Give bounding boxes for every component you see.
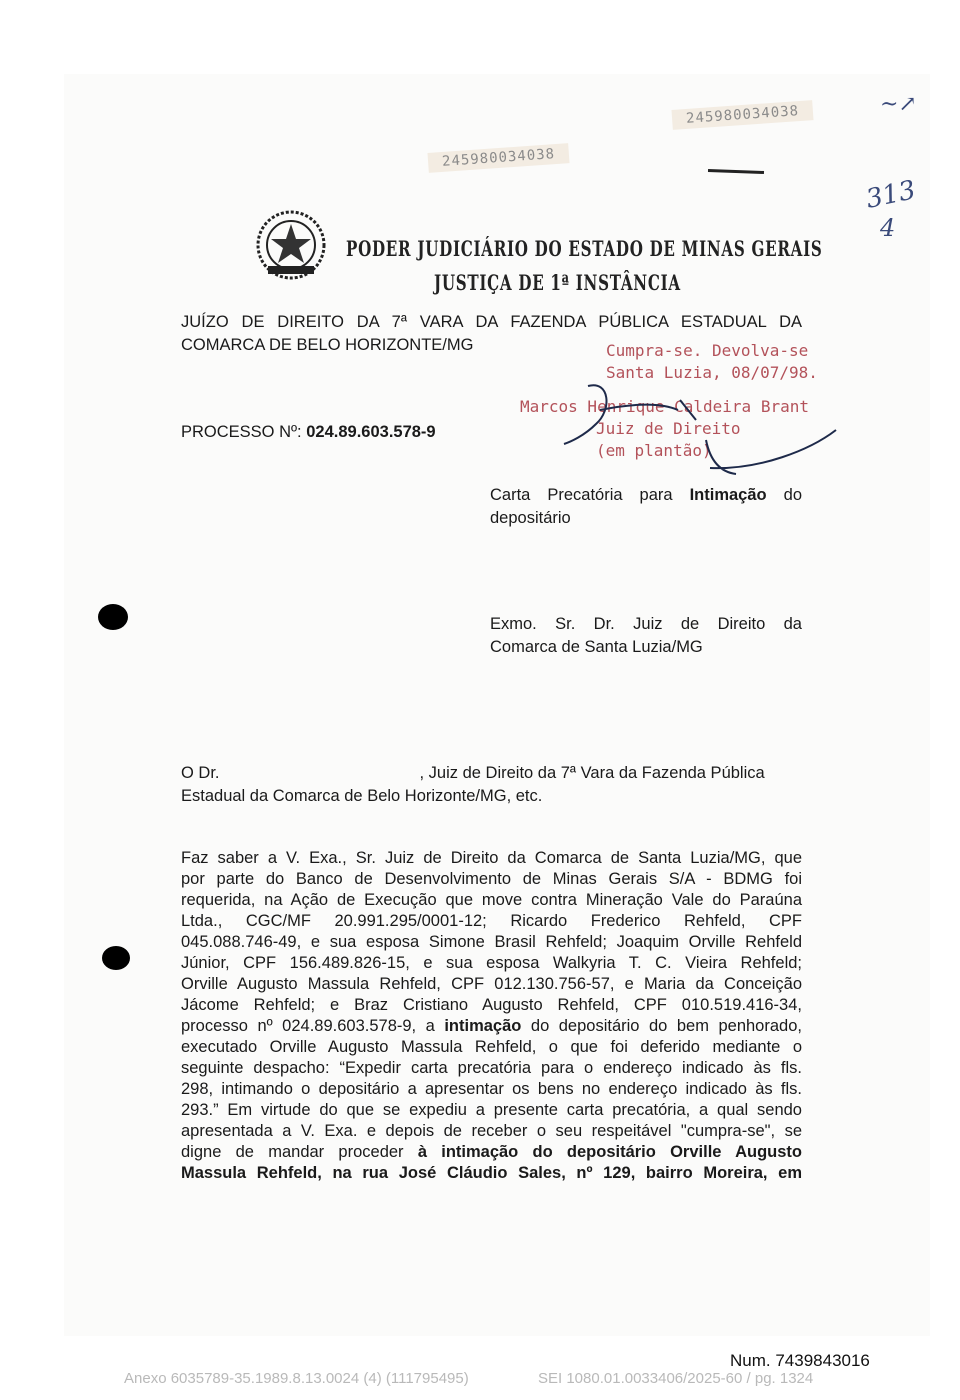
body-line: 293.” Em virtude do que se expediu a presente carta precatória, a qual sendo bbox=[181, 1101, 802, 1119]
handwritten-folio-number: 313 bbox=[863, 175, 919, 215]
body-bold-text: à intimação do depositário Orville Augusto bbox=[417, 1143, 803, 1161]
body-line: executado Orville Augusto Massula Rehfeld, o que foi deferido mediante o bbox=[181, 1038, 802, 1056]
dispatch-line-5: (em plantão) bbox=[596, 441, 712, 460]
body-line: requerida, na Ação de Execução que move contra Mineração Vale do Paraúna bbox=[181, 891, 802, 909]
intro-paragraph bbox=[181, 763, 802, 807]
body-line: Massula Rehfeld, na rua José Cláudio Sales, nº 129, bairro Moreira, em bbox=[181, 1164, 802, 1182]
body-line: Jácome Rehfeld; e Braz Cristiano Augusto Rehfeld, CPF 010.519.416-34, bbox=[181, 996, 802, 1014]
document-number: Num. 7439843016 bbox=[730, 1351, 870, 1370]
recipient-address bbox=[490, 614, 802, 658]
intro-text-a: O Dr. bbox=[181, 764, 220, 782]
handwritten-initials: ~↗ bbox=[880, 92, 917, 117]
subject-line-2: depositário bbox=[490, 509, 571, 527]
body-line: Faz saber a V. Exa., Sr. Juiz de Direito da Comarca de Santa Luzia/MG, que bbox=[181, 849, 802, 867]
body-text: digne de mandar proceder bbox=[181, 1143, 404, 1161]
instance-title: JUSTIÇA DE 1ª INSTÂNCIA bbox=[434, 270, 681, 295]
body-line: Júnior, CPF 156.489.826-15, e sua esposa Walkyria T. C. Vieira Rehfeld; bbox=[181, 954, 802, 972]
body-line bbox=[181, 1016, 802, 1037]
process-number: 024.89.603.578-9 bbox=[306, 423, 436, 441]
body-text: do depositário do bem penhorado, bbox=[530, 1017, 802, 1035]
recipient-line-1: Exmo. Sr. Dr. Juiz de Direito da bbox=[490, 615, 802, 633]
body-line: 045.088.746-49, e sua esposa Simone Brasil Rehfeld; Joaquim Orville Rehfeld bbox=[181, 933, 802, 951]
subject-line-1 bbox=[490, 485, 802, 506]
court-name-line-1: JUÍZO DE DIREITO DA 7ª VARA DA FAZENDA PÚBLICA ESTADUAL DA bbox=[181, 313, 802, 331]
court-name-line-2: COMARCA DE BELO HORIZONTE/MG bbox=[181, 336, 474, 354]
judge-signature bbox=[560, 380, 850, 480]
intro-line-2: Estadual da Comarca de Belo Horizonte/MG, etc. bbox=[181, 787, 543, 805]
body-line: apresentada a V. Exa. e depois de receber o seu respeitável "cumpra-se", se bbox=[181, 1122, 802, 1140]
annex-reference: Anexo 6035789-35.1989.8.13.0024 (4) (111795495) bbox=[124, 1370, 469, 1387]
process-label: PROCESSO Nº: bbox=[181, 423, 302, 441]
body-text: processo nº 024.89.603.578-9, a bbox=[181, 1017, 435, 1035]
protocol-stamp-left: 245980034038 bbox=[427, 143, 569, 173]
process-number-line bbox=[181, 422, 436, 443]
body-line: Ltda., CGC/MF 20.991.295/0001-12; Ricardo Frederico Rehfeld, CPF bbox=[181, 912, 802, 930]
sei-reference: SEI 1080.01.0033406/2025-60 / pg. 1324 bbox=[538, 1370, 814, 1387]
handwritten-folio-sub: 4 bbox=[880, 214, 896, 242]
intro-line-1 bbox=[181, 763, 802, 784]
intro-text-b: , Juiz de Direito da 7ª Vara da Fazenda Pública bbox=[419, 764, 765, 782]
punch-hole-top bbox=[98, 604, 128, 630]
dispatch-line-2: Santa Luzia, 08/07/98. bbox=[606, 363, 818, 382]
dispatch-line-1: Cumpra-se. Devolva-se bbox=[606, 341, 809, 360]
body-line: Orville Augusto Massula Rehfeld, CPF 012.130.756-57, e Maria da Conceição bbox=[181, 975, 802, 993]
body-bold-text: intimação bbox=[444, 1017, 522, 1035]
dispatch-line-4: Juiz de Direito bbox=[596, 419, 741, 438]
institution-title: PODER JUDICIÁRIO DO ESTADO DE MINAS GERAIS bbox=[346, 236, 823, 261]
body-paragraph bbox=[181, 848, 802, 1184]
body-line bbox=[181, 1142, 802, 1163]
state-coat-of-arms-emblem bbox=[254, 208, 328, 282]
punch-hole-bottom bbox=[102, 946, 130, 970]
subject-text-a: Carta Precatória para bbox=[490, 486, 673, 504]
letter-subject bbox=[490, 485, 802, 529]
recipient-line-2: Comarca de Santa Luzia/MG bbox=[490, 638, 703, 656]
dispatch-line-3: Marcos Henrique Caldeira Brant bbox=[520, 397, 809, 416]
body-line: por parte do Banco de Desenvolvimento de Minas Gerais S/A - BDMG foi bbox=[181, 870, 802, 888]
subject-text-b: do bbox=[783, 486, 802, 504]
subject-bold: Intimação bbox=[689, 486, 767, 504]
protocol-stamp-right: 245980034038 bbox=[671, 100, 813, 130]
body-line: 298, intimando o depositário a apresentar os bens no endereço indicado às fls. bbox=[181, 1080, 802, 1098]
body-line: seguinte despacho: “Expedir carta precatória para o endereço indicado às fls. bbox=[181, 1059, 802, 1077]
